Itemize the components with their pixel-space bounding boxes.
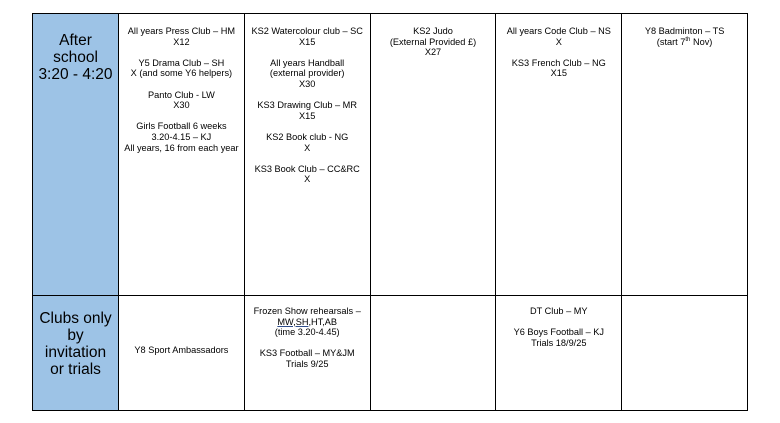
club-capacity: X15	[299, 36, 316, 47]
club-title: Y8 Badminton – TS	[644, 26, 725, 36]
label-line: by	[67, 327, 84, 344]
club-entry	[248, 26, 367, 47]
club-staff	[248, 317, 367, 328]
club-entry	[248, 58, 367, 90]
club-capacity: X15	[550, 68, 567, 79]
club-entry	[122, 90, 241, 111]
club-entry	[248, 132, 367, 153]
club-title: DT Club – MY	[530, 306, 588, 316]
club-capacity: X30	[299, 78, 316, 89]
label-line: or trials	[50, 361, 101, 378]
club-entry	[122, 26, 241, 47]
club-detail: 3.20-4.15 – KJ	[151, 131, 212, 142]
club-capacity: X12	[173, 36, 190, 47]
club-entry	[625, 26, 744, 47]
club-entry	[122, 58, 241, 79]
club-title: KS3 Book Club – CC&RC	[254, 163, 360, 174]
club-capacity: X30	[173, 100, 190, 111]
ordinal-suffix: th	[685, 36, 691, 43]
club-title: Girls Football 6 weeks	[136, 121, 227, 132]
club-title: Y5 Drama Club – SH	[138, 57, 225, 68]
club-entry	[499, 306, 618, 317]
invitation-row	[33, 296, 748, 411]
club-title: Y6 Boys Football – KJ	[513, 327, 604, 338]
clubs-timetable	[32, 13, 748, 411]
club-entry	[374, 26, 493, 58]
club-capacity: X (and some Y6 helpers)	[130, 68, 233, 79]
cell-invitation-col5	[622, 296, 748, 411]
club-entry	[248, 164, 367, 185]
club-title: KS2 Watercolour club – SC	[251, 26, 363, 36]
club-entry	[248, 100, 367, 121]
cell-invitation-col1	[119, 296, 245, 411]
club-entry	[499, 26, 618, 47]
club-capacity: X27	[424, 47, 442, 58]
club-entry	[122, 121, 241, 153]
club-title: All years Code Club – NS	[506, 26, 611, 36]
label-line: 3:20 - 4:20	[38, 66, 113, 83]
cell-invitation-col3	[370, 296, 496, 411]
club-title: KS2 Judo	[413, 26, 453, 36]
club-capacity: X	[304, 174, 311, 185]
after-school-row	[33, 14, 748, 296]
cell-invitation-col4	[496, 296, 622, 411]
club-title: KS2 Book club - NG	[266, 131, 349, 142]
club-title: Y8 Sport Ambassadors	[134, 345, 229, 355]
club-time: (time 3.20-4.45)	[274, 327, 340, 338]
club-capacity: X	[555, 36, 562, 47]
staff-rest: ,HT,AB	[308, 316, 338, 327]
club-title: KS3 French Club – NG	[511, 57, 606, 68]
club-entry	[248, 306, 367, 338]
club-title: KS3 Drawing Club – MR	[257, 100, 357, 111]
cell-after-school-col5	[622, 14, 748, 296]
club-title: Frozen Show rehearsals –	[253, 306, 361, 316]
club-title: KS3 Football – MY&JM	[259, 348, 355, 359]
club-capacity: X	[304, 142, 311, 153]
row-label-after-school	[33, 14, 119, 296]
cell-after-school-col3	[370, 14, 496, 296]
label-line: school	[53, 49, 98, 66]
cell-after-school-col1	[119, 14, 245, 296]
club-start-date	[625, 37, 744, 48]
club-trials: Trials 9/25	[285, 358, 329, 369]
club-capacity: X15	[299, 110, 316, 121]
club-trials: Trials 18/9/25	[531, 337, 587, 348]
club-title: All years Handball	[270, 57, 345, 68]
label-line: Clubs only	[39, 310, 112, 327]
cell-after-school-col4	[496, 14, 622, 296]
club-entry	[248, 348, 367, 369]
club-entry	[122, 345, 241, 356]
club-detail: (external provider)	[269, 68, 345, 79]
label-line: invitation	[44, 344, 107, 361]
start-date-text: Nov)	[690, 36, 713, 47]
staff-underlined: MW,SH	[277, 316, 309, 327]
club-detail: All years, 16 from each year	[124, 142, 239, 153]
label-line: After	[59, 32, 92, 49]
cell-invitation-col2	[244, 296, 370, 411]
club-title: Panto Club - LW	[148, 89, 215, 100]
club-title: All years Press Club – HM	[127, 26, 235, 36]
row-label-invitation	[33, 296, 119, 411]
club-entry	[499, 327, 618, 348]
start-date-text: (start 7	[656, 36, 686, 47]
club-detail: (External Provided £)	[389, 36, 477, 47]
cell-after-school-col2	[244, 14, 370, 296]
club-entry	[499, 58, 618, 79]
